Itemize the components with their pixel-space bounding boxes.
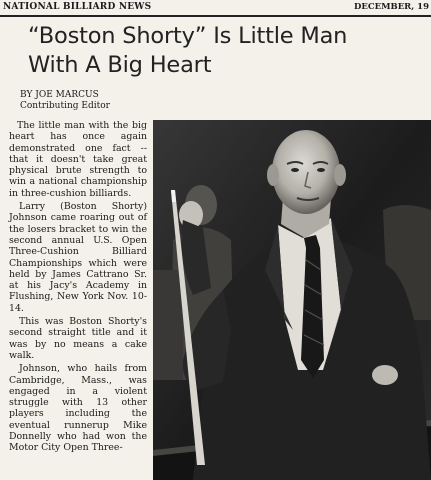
article-paragraph-2: Larry (Boston Shorty) Johnson came roaring out of the losers bracket to win the second annual U.S. Open Three-Cushion Billiard Championships which were held by James Cattrano Sr. at his Jacy's Academy in Flushing, New York Nov. 10-14.	[9, 201, 147, 314]
byline-author: BY JOE MARCUS	[20, 90, 99, 100]
masthead-rule	[0, 15, 431, 17]
article-paragraph-1: The little man with the big heart has once again demonstrated one fact -- that it doesn't take great physical brute strength to win a national championship in three-cushion billiards.	[9, 120, 147, 199]
article-photo	[153, 120, 431, 480]
headline-line-1: “Boston Shorty” Is Little Man	[28, 23, 348, 49]
headline-line-2: With A Big Heart	[28, 52, 212, 78]
byline-role: Contributing Editor	[20, 101, 110, 111]
article-column	[9, 120, 147, 456]
article-paragraph-3: This was Boston Shorty's second straight title and it was by no means a cake walk.	[9, 316, 147, 361]
issue-date: DECEMBER, 19	[354, 2, 429, 12]
byline	[20, 90, 110, 112]
masthead	[0, 0, 431, 14]
article-paragraph-4: Johnson, who hails from Cambridge, Mass., was engaged in a violent struggle with 13 other players including the eventual runnerup Mike Donnelly who had won the Motor City Open Three-	[9, 363, 147, 454]
photo-illustration	[153, 120, 431, 480]
headline	[28, 22, 428, 80]
publication-name: NATIONAL BILLIARD NEWS	[3, 2, 152, 12]
